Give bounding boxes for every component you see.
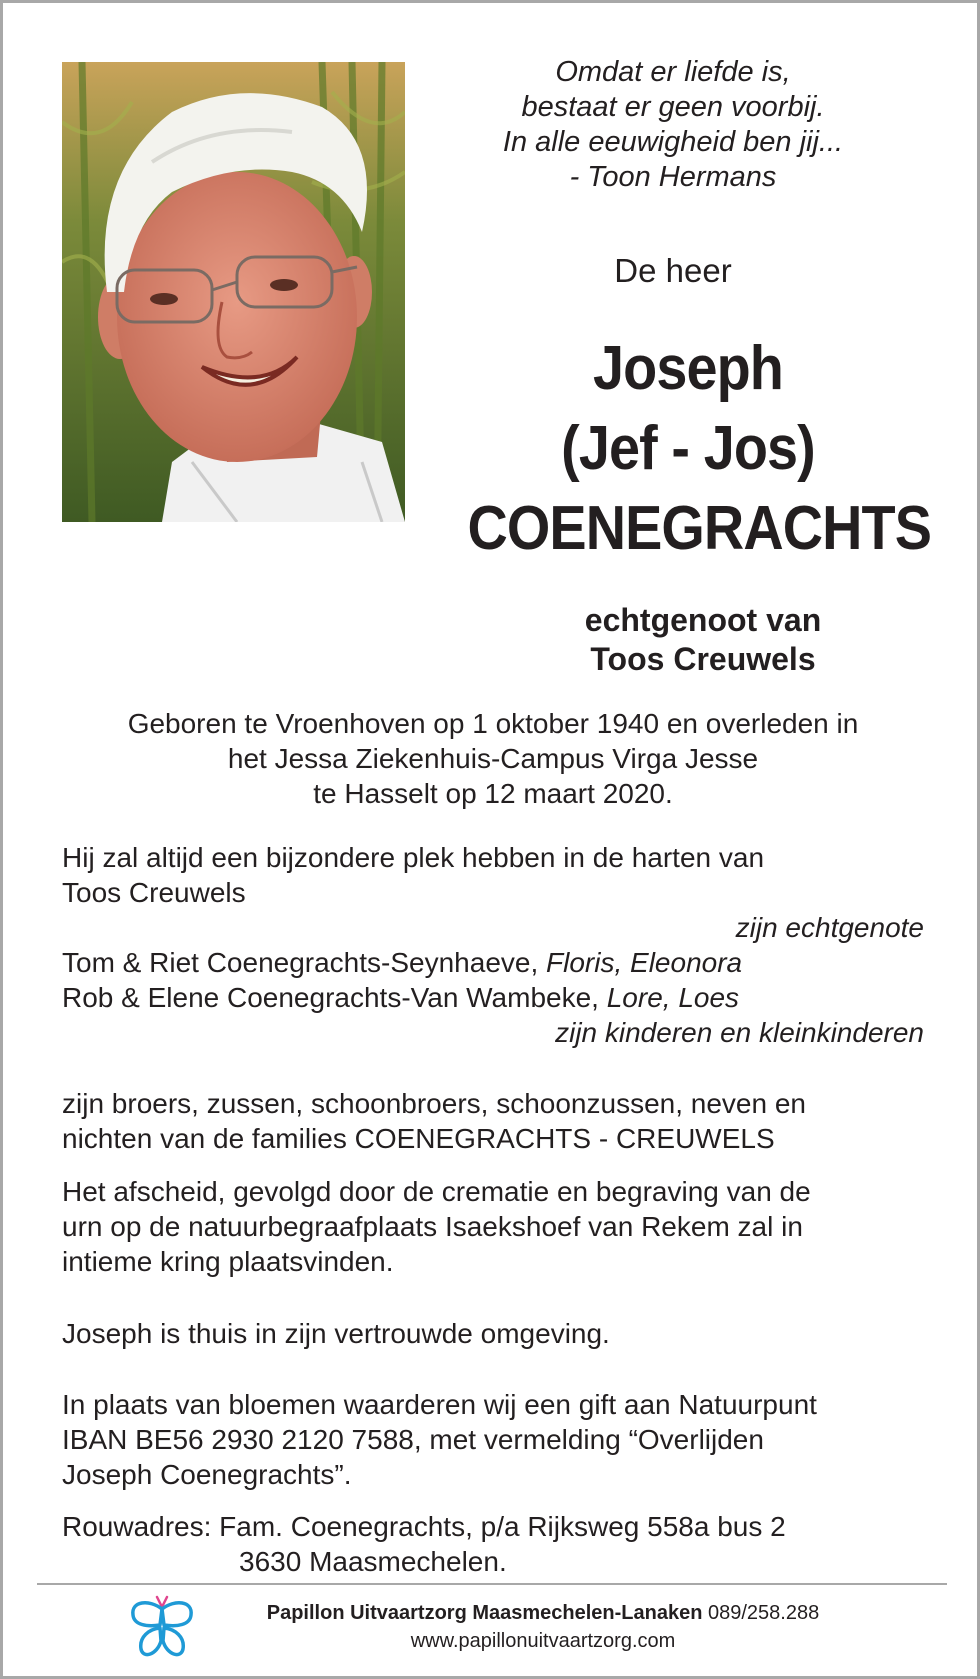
home-statement bbox=[62, 1316, 924, 1351]
mourners-spouse-role: zijn echtgenote bbox=[735, 912, 924, 943]
spouse-block bbox=[503, 601, 903, 679]
birth-death-line: Geboren te Vroenhoven op 1 oktober 1940 en overleden in bbox=[127, 708, 859, 739]
nickname: (Jef - Jos) bbox=[561, 414, 815, 483]
quote bbox=[443, 55, 903, 195]
family-line: zijn broers, zussen, schoonbroers, schoonzussen, neven en bbox=[62, 1088, 806, 1119]
spouse-relation: echtgenoot van bbox=[584, 602, 822, 638]
home-line: Joseph is thuis in zijn vertrouwde omgeving. bbox=[62, 1318, 610, 1349]
address-line: Rouwadres: Fam. Coenegrachts, p/a Rijksweg 558a bus 2 bbox=[62, 1511, 786, 1542]
portrait-photo bbox=[62, 62, 405, 522]
salutation: De heer bbox=[614, 252, 732, 289]
quote-line: Omdat er liefde is, bbox=[555, 56, 791, 88]
family-block bbox=[62, 1086, 924, 1156]
farewell-line: intieme kring plaatsvinden. bbox=[62, 1246, 394, 1277]
donation-block bbox=[62, 1387, 924, 1492]
address-line: 3630 Maasmechelen. bbox=[239, 1546, 507, 1577]
quote-author: - Toon Hermans bbox=[569, 161, 777, 193]
birth-death-line: te Hasselt op 12 maart 2020. bbox=[313, 778, 673, 809]
mourners-block bbox=[62, 840, 924, 1050]
spouse-name: Toos Creuwels bbox=[590, 641, 816, 677]
address-block bbox=[62, 1509, 924, 1579]
donation-line: IBAN BE56 2930 2120 7588, met vermelding “Overlijden bbox=[62, 1424, 764, 1455]
deceased-name bbox=[467, 329, 932, 569]
mourners-spouse-name: Toos Creuwels bbox=[62, 877, 246, 908]
first-name: Joseph bbox=[593, 334, 783, 403]
footer-divider bbox=[37, 1583, 947, 1585]
donation-line: In plaats van bloemen waarderen wij een gift aan Natuurpunt bbox=[62, 1389, 817, 1420]
birth-death-statement bbox=[62, 706, 924, 811]
child-names: Rob & Elene Coenegrachts-Van Wambeke, bbox=[62, 982, 599, 1013]
birth-death-line: het Jessa Ziekenhuis-Campus Virga Jesse bbox=[227, 743, 759, 774]
farewell-block bbox=[62, 1174, 924, 1279]
child-line bbox=[62, 945, 924, 980]
company-website[interactable]: www.papillonuitvaartzorg.com bbox=[410, 1630, 676, 1652]
donation-line: Joseph Coenegrachts”. bbox=[62, 1459, 352, 1490]
child-line bbox=[62, 980, 924, 1015]
farewell-line: Het afscheid, gevolgd door de crematie en begraving van de bbox=[62, 1176, 811, 1207]
mourners-intro: Hij zal altijd een bijzondere plek hebben in de harten van bbox=[62, 842, 765, 873]
grandchildren-names: Lore, Loes bbox=[606, 982, 740, 1013]
funeral-company: Papillon Uitvaartzorg Maasmechelen-Lanaken bbox=[266, 1602, 703, 1624]
butterfly-logo-icon bbox=[127, 1593, 197, 1663]
quote-line: In alle eeuwigheid ben jij... bbox=[502, 126, 844, 158]
surname: COENEGRACHTS bbox=[467, 494, 932, 563]
family-line: nichten van de families COENEGRACHTS - CREUWELS bbox=[62, 1123, 775, 1154]
footer-company-line bbox=[203, 1599, 883, 1627]
grandchildren-names: Floris, Eleonora bbox=[546, 947, 743, 978]
child-names: Tom & Riet Coenegrachts-Seynhaeve, bbox=[62, 947, 539, 978]
children-role: zijn kinderen en kleinkinderen bbox=[555, 1017, 924, 1048]
footer-info bbox=[203, 1599, 883, 1655]
portrait-illustration bbox=[62, 62, 405, 522]
company-phone: 089/258.288 bbox=[708, 1602, 820, 1624]
quote-line: bestaat er geen voorbij. bbox=[521, 91, 825, 123]
farewell-line: urn op de natuurbegraafplaats Isaekshoef van Rekem zal in bbox=[62, 1211, 803, 1242]
